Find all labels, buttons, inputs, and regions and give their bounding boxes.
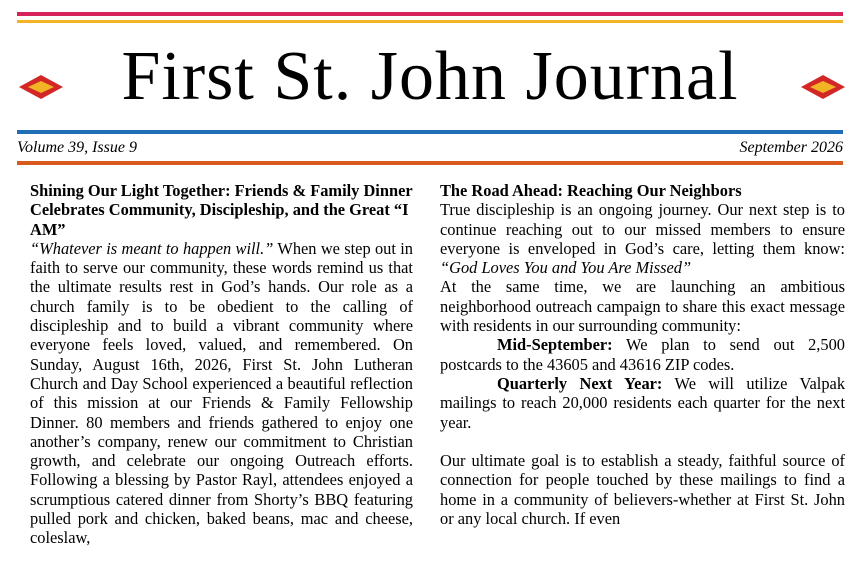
article-right-column [440, 181, 845, 528]
outreach-item-text: We plan to send out 2,500 postcards to the 43605 and 43616 ZIP codes. [440, 335, 845, 374]
diamond-ornament-icon [18, 74, 64, 100]
issue-orange-rule [17, 161, 843, 165]
article-headline: Shining Our Light Together: Friends & Family Dinner Celebrates Community, Discipleship, and the Great “I AM” [30, 181, 413, 239]
article-quote: “Whatever is meant to happen will.” [30, 238, 274, 258]
outreach-item-label: Quarterly Next Year: [497, 373, 663, 393]
diamond-ornament-icon [800, 74, 846, 100]
top-red-rule [17, 12, 843, 16]
volume-issue: Volume 39, Issue 9 [17, 139, 137, 156]
journal-title: First St. John Journal [121, 38, 739, 115]
article-headline: The Road Ahead: Reaching Our Neighbors [440, 181, 742, 200]
article-body [30, 239, 413, 548]
article-left-column [30, 181, 413, 548]
outreach-item [440, 335, 845, 374]
article-body-text: When we step out in faith to serve our community, these words remind us that the ultimate results rest in God’s hands. Our role as a church family is to be obedient to the calling of discipleship and to build a vibrant community where everyone feels loved, valued, and remembered. On Sunday, August 16th, 2026, First St. John Lutheran Church and Day School experienced a beautiful reflection of this mission at our Friends & Family Fellowship Dinner. 80 members and friends gathered to enjoy one another’s company, renew our commitment to Christian growth, and celebrate our ongoing Outreach efforts. Following a blessing by Pastor Rayl, attendees enjoyed a scrumptious catered dinner from Shorty’s BBQ featuring pulled pork and chicken, baked beans, mac and cheese, coleslaw, [30, 238, 413, 548]
article-paragraph: Our ultimate goal is to establish a steady, faithful source of connection for people touched by these mailings to find a home in a community of believers-whether at First St. John or any local church. If even [440, 451, 845, 529]
outreach-item [440, 374, 845, 432]
article-paragraph [440, 200, 845, 277]
article-paragraph: At the same time, we are launching an ambitious neighborhood outreach campaign to share this exact message with residents in our surrounding community: [440, 277, 845, 336]
top-yellow-rule [17, 20, 843, 23]
outreach-item-label: Mid-September: [497, 335, 613, 355]
paragraph-spacer [440, 432, 845, 451]
issue-date: September 2026 [739, 139, 843, 156]
masthead [0, 30, 860, 130]
paragraph-quote: “God Loves You and You Are Missed” [440, 258, 692, 278]
issue-info-bar [17, 138, 843, 158]
masthead-blue-rule [17, 130, 843, 134]
outreach-item-text: We will utilize Valpak mailings to reach 20,000 residents each quarter for the next year. [440, 373, 846, 432]
paragraph-text: True discipleship is an ongoing journey. Our next step is to continue reaching out to our missed members to ensure everyone is enveloped in God’s care, letting them know: [440, 200, 845, 258]
